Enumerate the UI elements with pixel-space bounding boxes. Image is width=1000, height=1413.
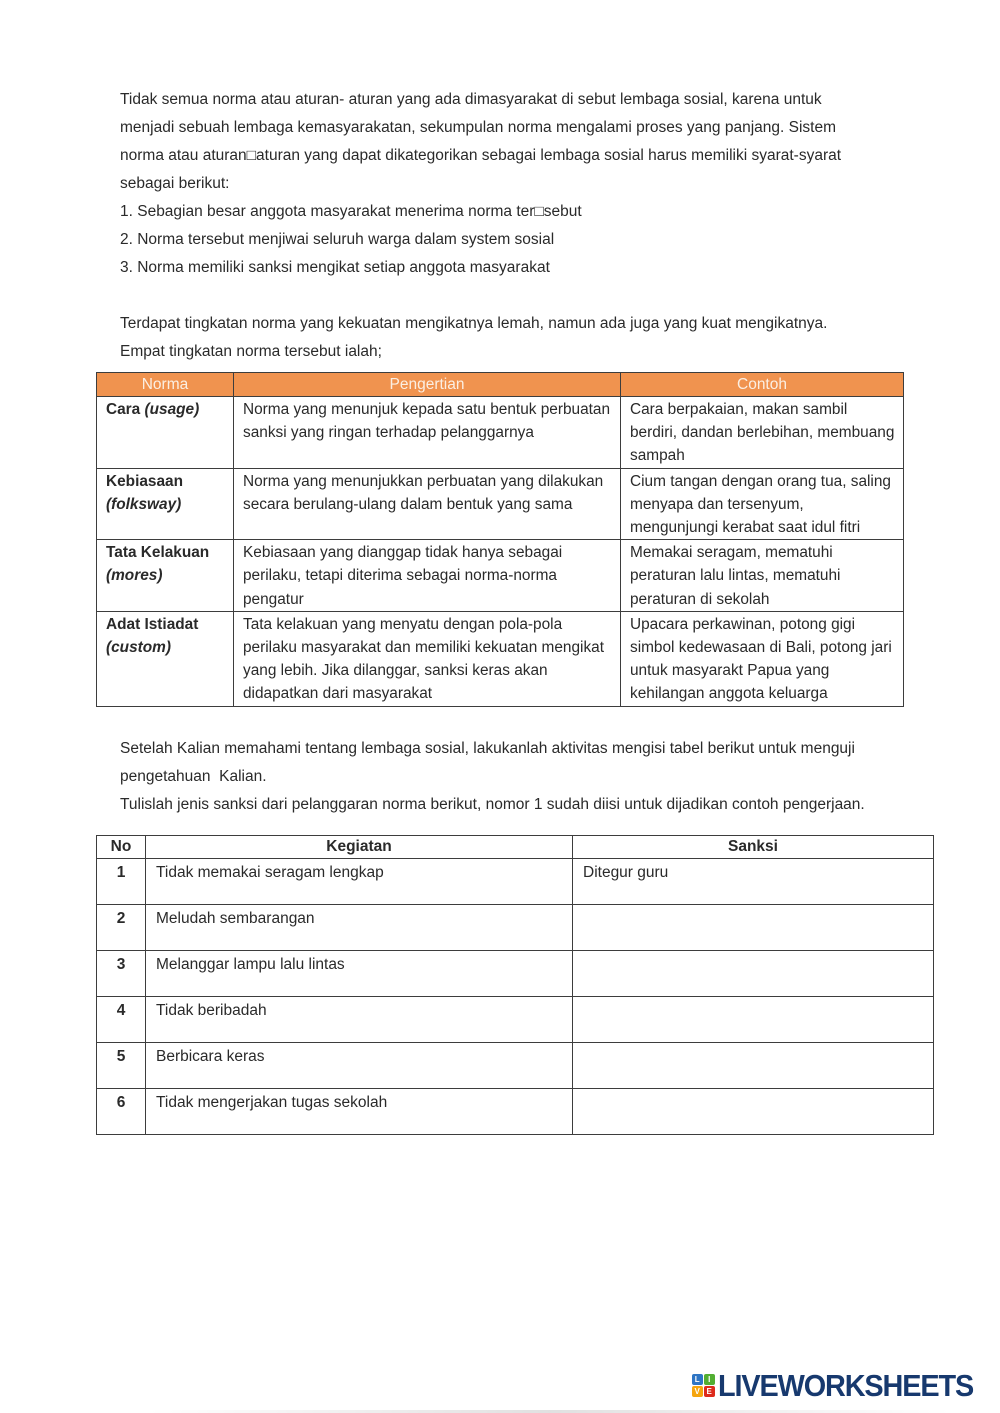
norma-alias: (custom) <box>106 639 171 657</box>
row-number: 1 <box>97 858 146 904</box>
contoh-header-cell: Contoh <box>621 373 904 397</box>
no-header-cell: No <box>97 835 146 858</box>
kegiatan-cell: Tidak beribadah <box>146 996 573 1042</box>
pengertian-cell: Kebiasaan yang dianggap tidak hanya sebagai perilaku, tetapi diterima sebagai norma-norma pengatur <box>234 540 621 612</box>
intro-line-2: menjadi sebuah lembaga kemasyarakatan, sekumpulan norma mengalami proses yang panjang. Sistem <box>120 119 836 136</box>
activity-line-3: Tulislah jenis sanksi dari pelanggaran norma berikut, nomor 1 sudah diisi untuk dijadikan contoh pengerjaan. <box>120 795 865 813</box>
sanksi-answer-cell[interactable] <box>573 950 934 996</box>
sanksi-table-row-6 <box>97 1088 934 1134</box>
contoh-cell: Cara berpakaian, makan sambil berdiri, dandan berlebihan, membuang sampah <box>621 397 904 469</box>
norma-name-cell <box>97 611 234 706</box>
contoh-cell: Cium tangan dengan orang tua, saling menyapa dan tersenyum, mengunjungi kerabat saat idul fitri <box>621 468 904 540</box>
contoh-cell: Upacara perkawinan, potong gigi simbol kedewasaan di Bali, potong jari untuk masyarakt Papua yang kehilangan anggota keluarga <box>621 611 904 706</box>
norma-table-row-cara <box>97 397 904 469</box>
norma-name-cell <box>97 540 234 612</box>
sanksi-example-cell: Ditegur guru <box>573 858 934 904</box>
kegiatan-cell: Tidak memakai seragam lengkap <box>146 858 573 904</box>
logo-square-i: I <box>704 1374 715 1385</box>
requirements-list <box>120 198 940 282</box>
kegiatan-cell: Melanggar lampu lalu lintas <box>146 950 573 996</box>
norma-name-cell <box>97 397 234 469</box>
activity-line-2: pengetahuan Kalian. <box>120 767 267 785</box>
sanksi-table <box>96 835 934 1135</box>
row-number: 6 <box>97 1088 146 1134</box>
norma-alias: (usage) <box>144 401 200 418</box>
requirement-item-1: 1. Sebagian besar anggota masyarakat menerima norma ter□sebut <box>120 203 582 220</box>
sanksi-table-header-row <box>97 835 934 858</box>
norma-alias: (mores) <box>106 567 163 585</box>
norma-alias: (folksway) <box>106 495 182 513</box>
norma-table-row-kebiasaan <box>97 468 904 540</box>
norma-header-cell: Norma <box>97 373 234 397</box>
liveworksheets-logo-icon <box>692 1374 715 1397</box>
logo-square-v: V <box>692 1386 703 1397</box>
liveworksheets-wordmark: LIVEWORKSHEETS <box>717 1368 973 1403</box>
sanksi-header-cell: Sanksi <box>573 835 934 858</box>
norma-name: Tata Kelakuan <box>106 544 210 562</box>
norma-name-cell <box>97 468 234 540</box>
tingkatan-line-1: Terdapat tingkatan norma yang kekuatan mengikatnya lemah, namun ada juga yang kuat mengikatnya. <box>120 315 828 332</box>
activity-instructions <box>120 735 940 819</box>
norma-name: Cara <box>106 401 141 418</box>
norma-table <box>96 372 904 707</box>
norma-table-row-adat-istiadat <box>97 611 904 706</box>
kegiatan-cell: Meludah sembarangan <box>146 904 573 950</box>
liveworksheets-logo <box>692 1370 992 1401</box>
activity-line-1: Setelah Kalian memahami tentang lembaga sosial, lakukanlah aktivitas mengisi tabel berikut untuk menguji <box>120 739 855 757</box>
row-number: 4 <box>97 996 146 1042</box>
intro-line-3: norma atau aturan□aturan yang dapat dikategorikan sebagai lembaga sosial harus memiliki syarat-syarat <box>120 147 842 164</box>
pengertian-header-cell: Pengertian <box>234 373 621 397</box>
pengertian-cell: Norma yang menunjuk kepada satu bentuk perbuatan sanksi yang ringan terhadap pelanggarnya <box>234 397 621 469</box>
kegiatan-cell: Tidak mengerjakan tugas sekolah <box>146 1088 573 1134</box>
sanksi-table-row-2 <box>97 904 934 950</box>
sanksi-table-row-3 <box>97 950 934 996</box>
sanksi-table-row-4 <box>97 996 934 1042</box>
sanksi-table-row-1 <box>97 858 934 904</box>
kegiatan-header-cell: Kegiatan <box>146 835 573 858</box>
sanksi-answer-cell[interactable] <box>573 1088 934 1134</box>
contoh-cell: Memakai seragam, mematuhi peraturan lalu lintas, mematuhi peraturan di sekolah <box>621 540 904 612</box>
row-number: 2 <box>97 904 146 950</box>
tingkatan-paragraph <box>120 310 940 366</box>
row-number: 5 <box>97 1042 146 1088</box>
norma-table-row-tata-kelakuan <box>97 540 904 612</box>
norma-name: Kebiasaan <box>106 472 183 490</box>
intro-line-1: Tidak semua norma atau aturan- aturan yang ada dimasyarakat di sebut lembaga sosial, karena untuk <box>120 91 822 108</box>
norma-name: Adat Istiadat <box>106 615 199 633</box>
intro-line-4: sebagai berikut: <box>120 175 230 192</box>
pengertian-cell: Tata kelakuan yang menyatu dengan pola-pola perilaku masyarakat dan memiliki kekuatan mengikat yang lebih. Jika dilanggar, sanksi keras akan didapatkan dari masyarakat <box>234 611 621 706</box>
intro-paragraph <box>120 86 940 198</box>
logo-square-l: L <box>692 1374 703 1385</box>
kegiatan-cell: Berbicara keras <box>146 1042 573 1088</box>
logo-square-e: E <box>704 1386 715 1397</box>
sanksi-answer-cell[interactable] <box>573 904 934 950</box>
sanksi-answer-cell[interactable] <box>573 1042 934 1088</box>
requirement-item-2: 2. Norma tersebut menjiwai seluruh warga dalam system sosial <box>120 231 555 248</box>
row-number: 3 <box>97 950 146 996</box>
sanksi-answer-cell[interactable] <box>573 996 934 1042</box>
requirement-item-3: 3. Norma memiliki sanksi mengikat setiap anggota masyarakat <box>120 259 550 276</box>
norma-table-header-row <box>97 373 904 397</box>
sanksi-table-row-5 <box>97 1042 934 1088</box>
pengertian-cell: Norma yang menunjukkan perbuatan yang dilakukan secara berulang-ulang dalam bentuk yang sama <box>234 468 621 540</box>
tingkatan-line-2: Empat tingkatan norma tersebut ialah; <box>120 343 382 360</box>
